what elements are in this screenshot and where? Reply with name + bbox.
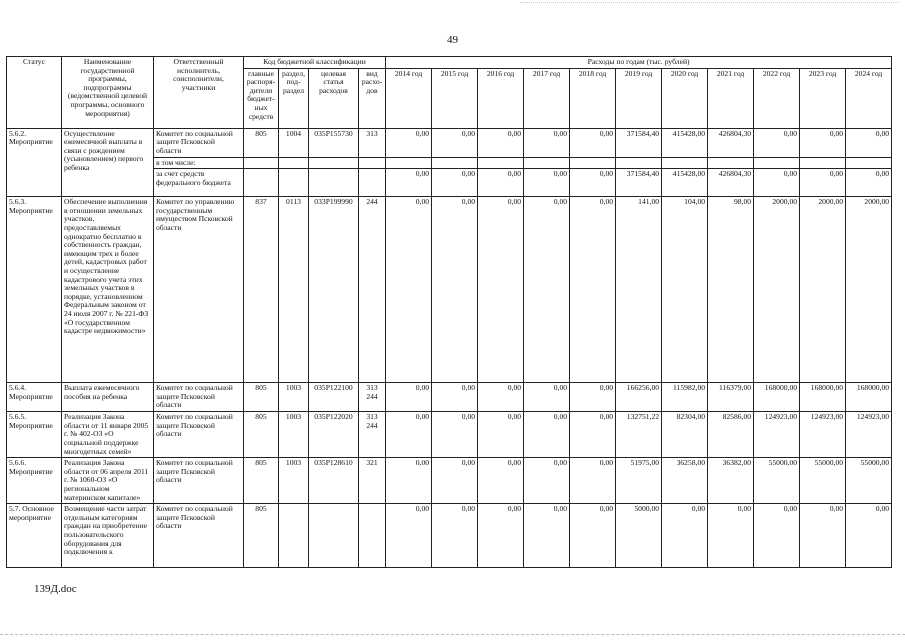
row-value: 0,00 bbox=[754, 504, 800, 568]
row-value: 141,00 bbox=[616, 197, 662, 383]
row-type: 244 bbox=[359, 197, 386, 383]
row-value: 124923,00 bbox=[800, 412, 846, 458]
row-value: 116379,00 bbox=[708, 383, 754, 412]
row-type: 313 bbox=[359, 128, 386, 157]
row-value: 0,00 bbox=[524, 197, 570, 383]
row-value: 0,00 bbox=[386, 383, 432, 412]
row-value: 124923,00 bbox=[846, 412, 892, 458]
row-name: Осуществление ежемесячной выплаты в связи с рождением (усыновлением) первого ребенка bbox=[62, 128, 154, 197]
row-grbs: 805 bbox=[244, 458, 279, 504]
row-value: 124923,00 bbox=[754, 412, 800, 458]
row-value: 0,00 bbox=[662, 504, 708, 568]
row-responsible: Комитет по социальной защите Псковской области bbox=[154, 128, 244, 157]
row-value: 51975,00 bbox=[616, 458, 662, 504]
row-value: 0,00 bbox=[386, 197, 432, 383]
row-status: 5.6.6. Мероприятие bbox=[7, 458, 62, 504]
header-year: 2024 год bbox=[846, 68, 892, 128]
row-value: 0,00 bbox=[432, 383, 478, 412]
row-value: 82586,00 bbox=[708, 412, 754, 458]
row-target bbox=[309, 504, 359, 568]
row-value: 2000,00 bbox=[754, 197, 800, 383]
row-value: 0,00 bbox=[478, 197, 524, 383]
row-section: 1003 bbox=[279, 412, 309, 458]
header-section: раздел, под-раздел bbox=[279, 68, 309, 128]
row-value: 0,00 bbox=[846, 128, 892, 157]
scan-artifact-top bbox=[520, 2, 900, 4]
row-responsible: в том числе: bbox=[154, 157, 244, 169]
row-value: 0,00 bbox=[432, 504, 478, 568]
header-year: 2020 год bbox=[662, 68, 708, 128]
table-row bbox=[7, 128, 892, 157]
row-value: 0,00 bbox=[754, 128, 800, 157]
header-budget-code: Код бюджетной классификации bbox=[244, 57, 386, 69]
row-name: Реализация Закона области от 06 апреля 2011 г. № 1060-ОЗ «О региональном материнском капитале» bbox=[62, 458, 154, 504]
row-value: 0,00 bbox=[432, 169, 478, 197]
row-type: 321 bbox=[359, 458, 386, 504]
row-value: 166256,00 bbox=[616, 383, 662, 412]
row-value: 0,00 bbox=[386, 169, 432, 197]
row-value: 426804,30 bbox=[708, 128, 754, 157]
row-grbs: 805 bbox=[244, 412, 279, 458]
table-row bbox=[7, 197, 892, 383]
scan-artifact-bottom bbox=[0, 634, 905, 636]
row-value: 0,00 bbox=[524, 169, 570, 197]
row-value: 0,00 bbox=[478, 169, 524, 197]
row-target: 033P199990 bbox=[309, 197, 359, 383]
row-status: 5.6.5. Мероприятие bbox=[7, 412, 62, 458]
header-grbs: главные распоря-дители бюджет-ных средств bbox=[244, 68, 279, 128]
row-section: 1003 bbox=[279, 383, 309, 412]
row-value: 0,00 bbox=[570, 412, 616, 458]
row-value: 168000,00 bbox=[846, 383, 892, 412]
page-number: 49 bbox=[447, 34, 458, 46]
row-value: 0,00 bbox=[524, 412, 570, 458]
header-status: Статус bbox=[7, 57, 62, 129]
row-value: 0,00 bbox=[524, 383, 570, 412]
row-status: 5.6.3. Мероприятие bbox=[7, 197, 62, 383]
row-status: 5.6.4. Мероприятие bbox=[7, 383, 62, 412]
header-year: 2015 год bbox=[432, 68, 478, 128]
row-value: 5000,00 bbox=[616, 504, 662, 568]
row-value: 115982,00 bbox=[662, 383, 708, 412]
row-value: 371584,40 bbox=[616, 128, 662, 157]
row-value: 415428,00 bbox=[662, 169, 708, 197]
row-section: 1004 bbox=[279, 128, 309, 157]
row-section: 1003 bbox=[279, 458, 309, 504]
row-name: Выплата ежемесячного пособия на ребенка bbox=[62, 383, 154, 412]
row-value: 55000,00 bbox=[800, 458, 846, 504]
row-value: 2000,00 bbox=[800, 197, 846, 383]
row-status: 5.7. Основное мероприятие bbox=[7, 504, 62, 568]
row-value: 0,00 bbox=[386, 128, 432, 157]
row-value: 36258,00 bbox=[662, 458, 708, 504]
row-value: 0,00 bbox=[478, 504, 524, 568]
table-row bbox=[7, 412, 892, 458]
row-value: 426804,30 bbox=[708, 169, 754, 197]
row-section bbox=[279, 504, 309, 568]
row-target: 035P122020 bbox=[309, 412, 359, 458]
row-target: 035P155730 bbox=[309, 128, 359, 157]
row-value: 0,00 bbox=[800, 169, 846, 197]
row-type: 313 244 bbox=[359, 383, 386, 412]
row-value: 0,00 bbox=[432, 412, 478, 458]
header-target: целевая статья расходов bbox=[309, 68, 359, 128]
row-status: 5.6.2. Мероприятие bbox=[7, 128, 62, 197]
row-value: 0,00 bbox=[570, 128, 616, 157]
row-value: 0,00 bbox=[478, 383, 524, 412]
row-value: 0,00 bbox=[570, 169, 616, 197]
row-value: 0,00 bbox=[800, 128, 846, 157]
row-responsible: Комитет по социальной защите Псковской области bbox=[154, 383, 244, 412]
budget-table bbox=[6, 56, 892, 568]
table-row bbox=[7, 504, 892, 568]
row-value: 0,00 bbox=[754, 169, 800, 197]
row-responsible: Комитет по социальной защите Псковской области bbox=[154, 412, 244, 458]
row-value: 0,00 bbox=[386, 412, 432, 458]
document-filename: 139Д.doc bbox=[34, 583, 77, 595]
row-grbs: 805 bbox=[244, 128, 279, 157]
row-name: Возмещение части затрат отдельным категориям граждан на приобретение пользовательского оборудования для подключения к bbox=[62, 504, 154, 568]
row-value: 0,00 bbox=[570, 504, 616, 568]
row-value: 82304,00 bbox=[662, 412, 708, 458]
row-name: Обеспечение выполнения в отношении земельных участков, предоставляемых однократно бесплатно в собственность граждан, имеющим трех и более детей, кадастровых работ и осуществление кадастрового учета этих земельных участков в порядке, установленном Федеральным законом от 24 июля 2007 г. № 221-ФЗ «О государственном кадастре недвижимости» bbox=[62, 197, 154, 383]
row-value: 0,00 bbox=[432, 128, 478, 157]
row-value: 0,00 bbox=[570, 383, 616, 412]
row-value: 0,00 bbox=[570, 458, 616, 504]
row-value: 0,00 bbox=[800, 504, 846, 568]
row-value: 98,00 bbox=[708, 197, 754, 383]
header-year: 2021 год bbox=[708, 68, 754, 128]
header-year: 2019 год bbox=[616, 68, 662, 128]
row-value: 415428,00 bbox=[662, 128, 708, 157]
row-value: 0,00 bbox=[846, 504, 892, 568]
row-value: 0,00 bbox=[386, 504, 432, 568]
row-value: 0,00 bbox=[432, 197, 478, 383]
row-value: 0,00 bbox=[478, 458, 524, 504]
row-value: 0,00 bbox=[524, 504, 570, 568]
row-value: 36382,00 bbox=[708, 458, 754, 504]
row-value: 132751,22 bbox=[616, 412, 662, 458]
header-year: 2023 год bbox=[800, 68, 846, 128]
row-value: 104,00 bbox=[662, 197, 708, 383]
header-year: 2016 год bbox=[478, 68, 524, 128]
table-row bbox=[7, 383, 892, 412]
row-responsible: за счет средств федерального бюджета bbox=[154, 169, 244, 197]
row-value: 0,00 bbox=[708, 504, 754, 568]
header-expenses: Расходы по годам (тыс. рублей) bbox=[386, 57, 892, 69]
row-grbs: 805 bbox=[244, 504, 279, 568]
row-value: 55000,00 bbox=[846, 458, 892, 504]
row-value: 0,00 bbox=[846, 169, 892, 197]
row-value: 0,00 bbox=[478, 412, 524, 458]
row-section: 0113 bbox=[279, 197, 309, 383]
row-responsible: Комитет по управлению государственным имуществом Псковской области bbox=[154, 197, 244, 383]
row-name: Реализация Закона области от 11 января 2005 г. № 402-ОЗ «О социальной поддержке многодетных семей» bbox=[62, 412, 154, 458]
header-year: 2017 год bbox=[524, 68, 570, 128]
row-grbs: 805 bbox=[244, 383, 279, 412]
row-value: 168000,00 bbox=[800, 383, 846, 412]
header-responsible: Ответственный исполнитель, соисполнители, участники bbox=[154, 57, 244, 129]
row-responsible: Комитет по социальной защите Псковской области bbox=[154, 458, 244, 504]
row-value: 0,00 bbox=[386, 458, 432, 504]
row-type: 313 244 bbox=[359, 412, 386, 458]
row-value: 0,00 bbox=[478, 128, 524, 157]
row-responsible: Комитет по социальной защите Псковской области bbox=[154, 504, 244, 568]
row-value: 55000,00 bbox=[754, 458, 800, 504]
header-name: Наименование государственной программы, подпрограммы (ведомственной целевой программы, основного мероприятия) bbox=[62, 57, 154, 129]
table-row bbox=[7, 458, 892, 504]
row-type bbox=[359, 504, 386, 568]
row-value: 371584,40 bbox=[616, 169, 662, 197]
row-value: 2000,00 bbox=[846, 197, 892, 383]
header-year: 2022 год bbox=[754, 68, 800, 128]
row-grbs: 837 bbox=[244, 197, 279, 383]
header-type: вид расхо-дов bbox=[359, 68, 386, 128]
header-year: 2014 год bbox=[386, 68, 432, 128]
row-value: 168000,00 bbox=[754, 383, 800, 412]
row-value: 0,00 bbox=[524, 128, 570, 157]
header-year: 2018 год bbox=[570, 68, 616, 128]
row-value: 0,00 bbox=[570, 197, 616, 383]
row-value: 0,00 bbox=[432, 458, 478, 504]
row-target: 035P128610 bbox=[309, 458, 359, 504]
row-value: 0,00 bbox=[524, 458, 570, 504]
row-target: 035P122100 bbox=[309, 383, 359, 412]
